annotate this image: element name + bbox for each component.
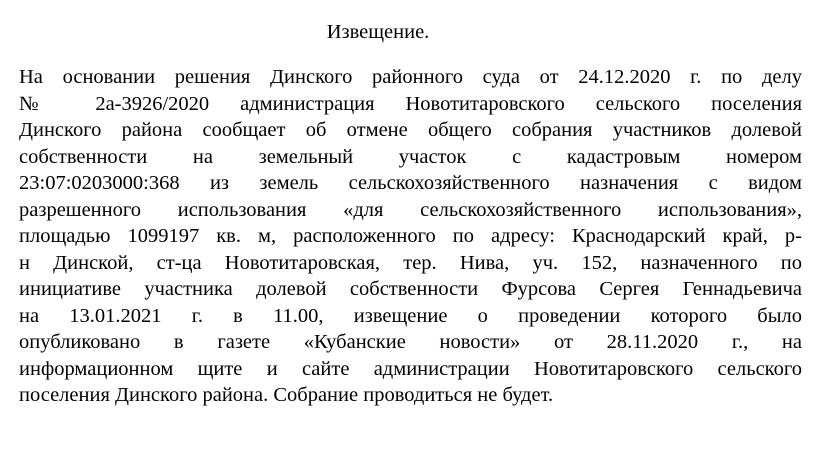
notice-line: № 2а-3926/2020 администрация Новотитаровского сельского поселения [19, 92, 802, 115]
notice-line: поселения Динского района. Собрание проводиться не будет. [19, 384, 554, 406]
notice-line: разрешенного использования «для сельскохозяйственного использования», [19, 198, 802, 221]
notice-line: На основании решения Динского районного суда от 24.12.2020 г. по делу [19, 66, 802, 88]
notice-line: информационном щите и сайте администрации Новотитаровского сельского [19, 357, 802, 380]
document-title: Извещение. [326, 21, 430, 43]
notice-line: площадью 1099197 кв. м, расположенного по адресу: Краснодарский край, р- [19, 225, 802, 247]
notice-body [19, 64, 802, 409]
notice-line: Динского района сообщает об отмене общего собрания участников долевой [19, 119, 802, 141]
notice-line: собственности на земельный участок с кадастровым номером [19, 145, 802, 168]
notice-line: 23:07:0203000:368 из земель сельскохозяйственного назначения с видом [19, 172, 802, 194]
notice-line: на 13.01.2021 г. в 11.00, извещение о проведении которого было [19, 304, 802, 327]
notice-line: опубликовано в газете «Кубанские новости» от 28.11.2020 г., на [19, 331, 802, 353]
notice-line: инициативе участника долевой собственности Фурсова Сергея Геннадьевича [19, 278, 802, 300]
notice-line: н Динской, ст-ца Новотитаровская, тер. Нива, уч. 152, назначенного по [19, 251, 802, 274]
